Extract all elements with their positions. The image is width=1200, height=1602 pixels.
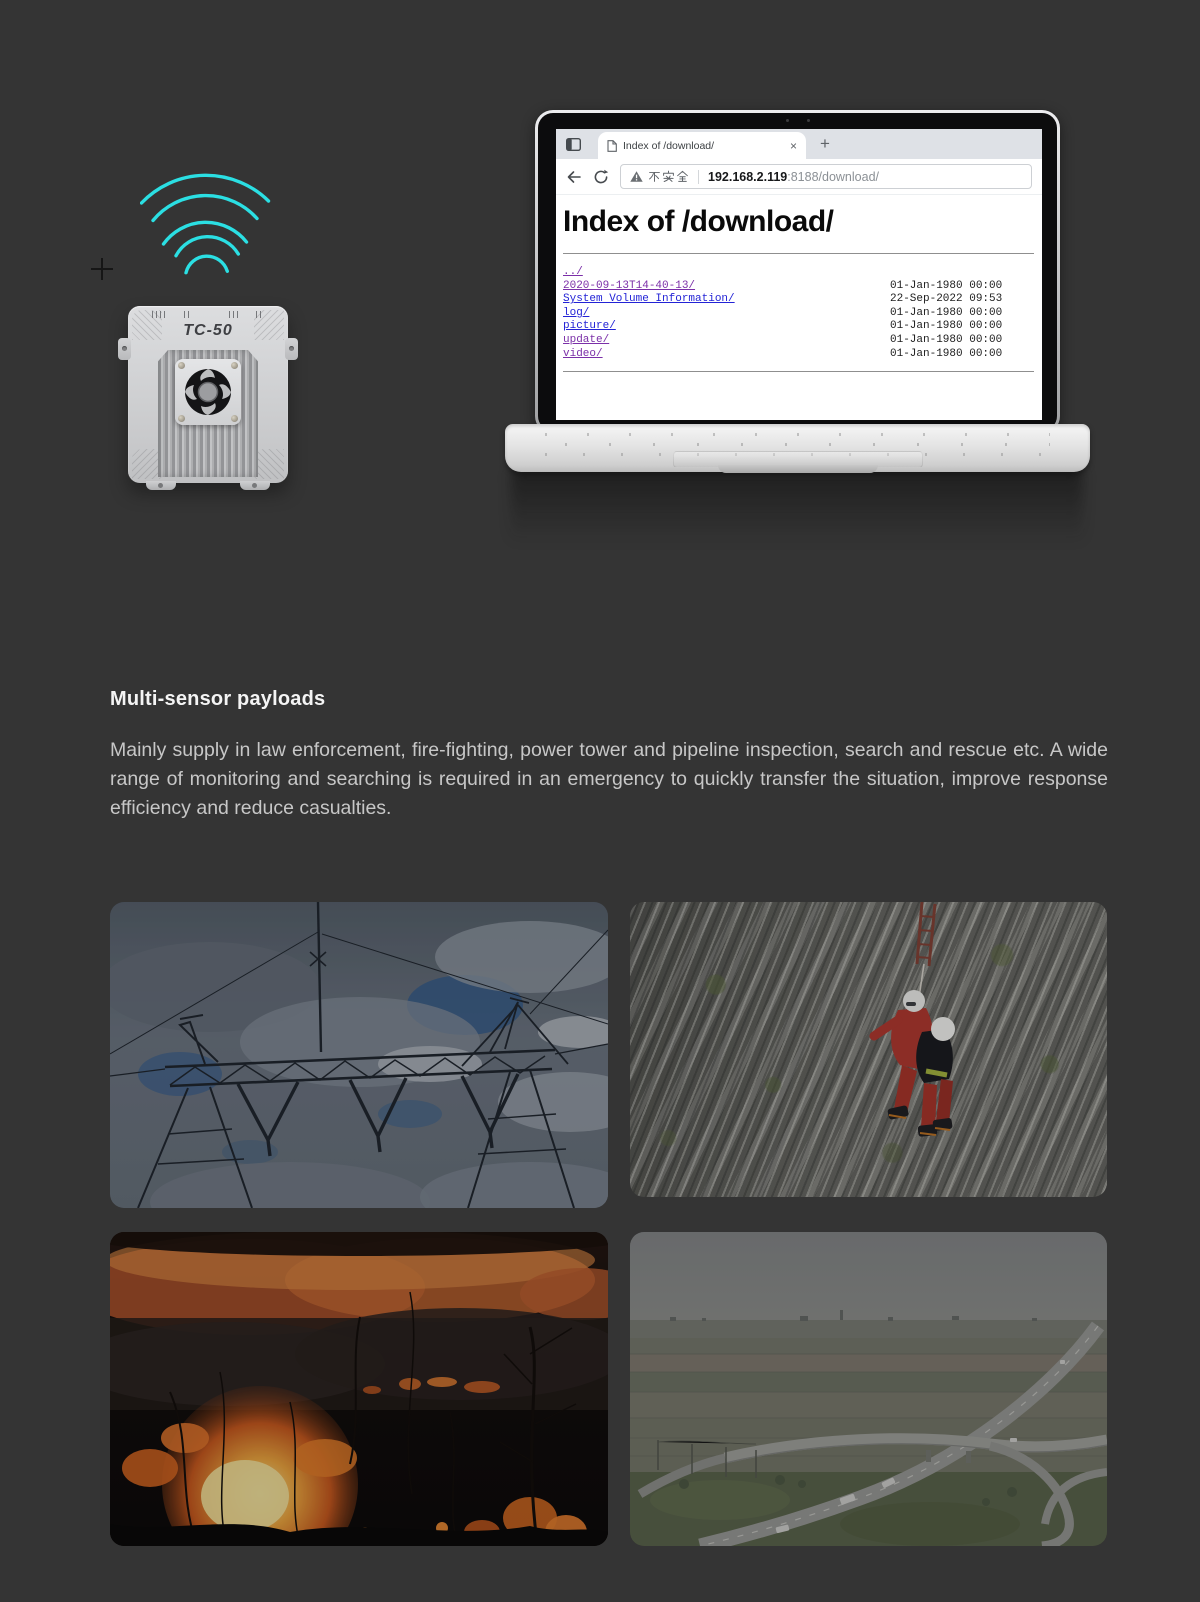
not-secure-label [648, 170, 689, 183]
vertical-tabs-icon [566, 138, 581, 151]
refresh-button[interactable] [593, 169, 609, 185]
highway-illustration [630, 1232, 1107, 1546]
browser-window [556, 129, 1042, 420]
file-link[interactable]: 2020-09-13T14-40-13/ [563, 279, 696, 292]
mounting-tab [118, 338, 131, 360]
file-link[interactable]: System Volume Information/ [563, 293, 735, 306]
file-row [563, 334, 1034, 348]
file-date: 01-Jan-1980 00:00 [890, 306, 1003, 319]
url-host: 192.168.2.119 [708, 169, 788, 184]
divider [698, 170, 699, 184]
divider [563, 371, 1034, 372]
file-date: 01-Jan-1980 00:00 [890, 320, 1003, 333]
photo-power-tower [110, 902, 608, 1208]
tab-close-button[interactable]: × [789, 138, 797, 153]
laptop-screen [535, 110, 1060, 434]
keyboard-keys [545, 443, 1050, 446]
address-bar[interactable] [620, 164, 1032, 189]
photo-mountain-rescue [630, 902, 1107, 1197]
url-path: :8188/download/ [787, 169, 879, 184]
file-link[interactable]: update/ [563, 333, 610, 346]
photo-wildfire [110, 1232, 608, 1546]
divider [563, 253, 1034, 254]
mounting-tab [285, 338, 298, 360]
mounting-foot [146, 481, 176, 490]
browser-toolbar [556, 159, 1042, 195]
file-list [563, 266, 1034, 361]
file-row [563, 320, 1034, 334]
file-row [563, 293, 1034, 307]
page-title: Index of /download/ [563, 205, 834, 238]
new-tab-button[interactable]: + [820, 134, 830, 153]
laptop-mockup [505, 108, 1090, 538]
cooling-fan [175, 359, 241, 425]
browser-tab[interactable] [598, 132, 806, 159]
file-row [563, 348, 1034, 362]
tc50-device [128, 306, 288, 483]
laptop-keyboard-base [505, 424, 1090, 472]
file-date: 01-Jan-1980 00:00 [890, 333, 1003, 346]
laptop-reflection [511, 466, 1083, 562]
file-link[interactable]: log/ [563, 306, 590, 319]
screen-bezel [538, 113, 1057, 431]
vertical-tabs-button[interactable] [556, 129, 590, 159]
directory-listing-page [556, 195, 1042, 372]
webcam-icon [786, 119, 810, 122]
section-paragraph: Mainly supply in law enforcement, fire-fighting, power tower and pipeline inspection, search and rescue etc. A wide range of monitoring and searching is required in an emergency to quickly transfer the situation, improve response efficiency and reduce casualties. [110, 739, 1108, 819]
tab-title: Index of /download/ [623, 139, 715, 152]
port-markings [229, 311, 238, 318]
file-link[interactable]: picture/ [563, 320, 616, 333]
file-link[interactable]: video/ [563, 347, 603, 360]
warning-icon [630, 171, 643, 182]
url-text [708, 170, 879, 184]
device-model-label: TC-50 [183, 322, 233, 339]
file-date: 22-Sep-2022 09:53 [890, 293, 1003, 306]
page-icon [607, 140, 617, 152]
back-button[interactable] [566, 169, 582, 185]
keyboard-keys [545, 433, 1050, 436]
browser-tab-strip [556, 129, 1042, 159]
power-tower-illustration [110, 902, 608, 1208]
rescue-illustration [630, 902, 1107, 1197]
plus-icon [91, 257, 113, 281]
file-row [563, 280, 1034, 294]
mounting-foot [240, 481, 270, 490]
section-heading: Multi-sensor payloads [110, 688, 326, 710]
laptop-front-notch [718, 465, 878, 473]
file-link[interactable]: ../ [563, 266, 583, 278]
photo-highway-aerial [630, 1232, 1107, 1546]
file-date: 01-Jan-1980 00:00 [890, 279, 1003, 292]
file-row [563, 266, 1034, 280]
fan-icon [183, 367, 233, 417]
file-date: 01-Jan-1980 00:00 [890, 347, 1003, 360]
wildfire-illustration [110, 1232, 608, 1546]
wifi-signal-icon [140, 160, 280, 280]
file-row [563, 307, 1034, 321]
port-markings [184, 311, 189, 318]
